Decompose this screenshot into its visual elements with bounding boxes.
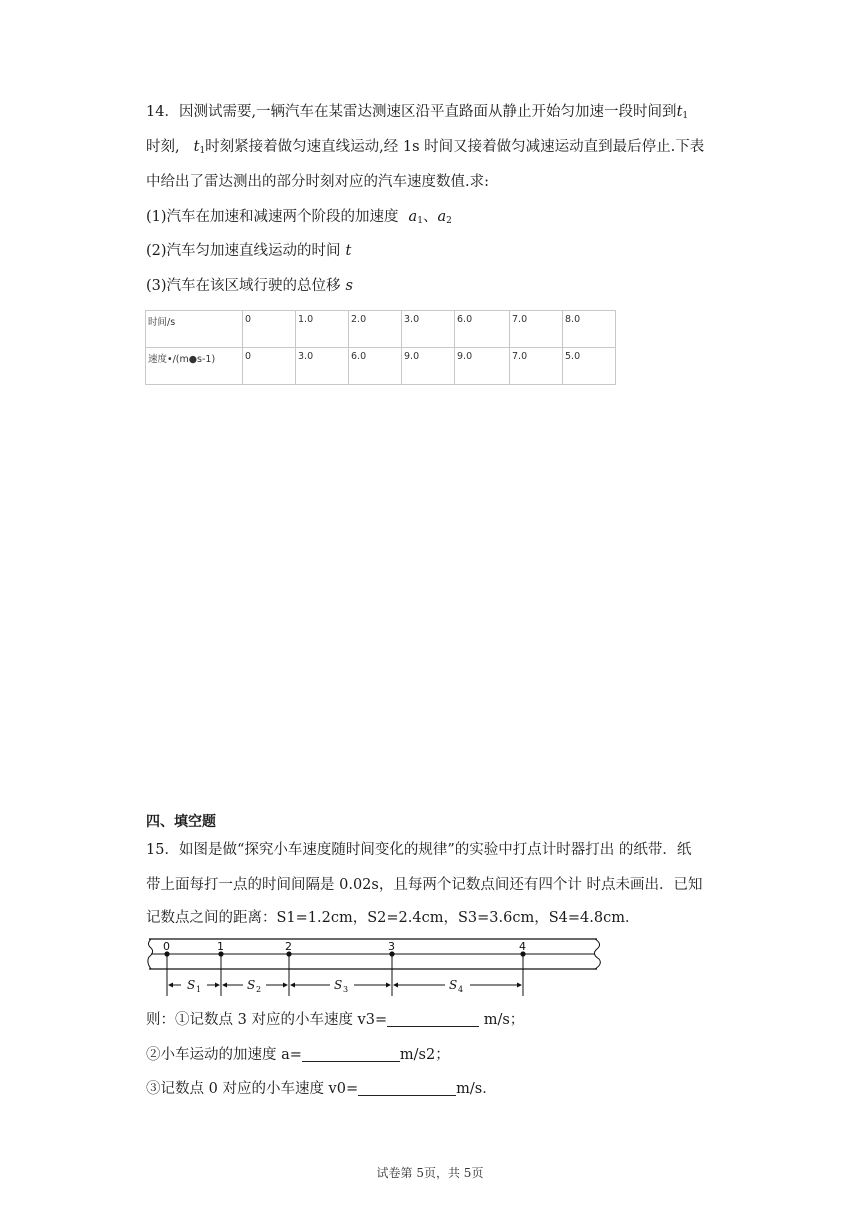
table-row-time	[146, 311, 616, 348]
q14-text-3: 中给出了雷达测出的部分时刻对应的汽车速度数值.求:	[146, 174, 489, 190]
s3-subscript: 3	[343, 985, 349, 994]
q14-number: 14．	[146, 104, 179, 120]
a1-subscript: 1	[417, 216, 423, 226]
q15-blank-2-unit: m/s2；	[399, 1047, 450, 1063]
answer-blank-v3[interactable]	[387, 1011, 479, 1027]
tape-right-tear	[594, 939, 600, 969]
s2-label: S	[247, 978, 256, 992]
point-label: 2	[285, 940, 292, 953]
q14-part-1	[146, 207, 452, 231]
q15-blank-3-line	[146, 1079, 497, 1099]
s4-arrowhead-right	[517, 983, 522, 988]
q15-blank-2-line	[146, 1045, 450, 1065]
ticker-tape-figure	[145, 936, 607, 1000]
s1-arrowhead-left	[168, 983, 173, 988]
table-cell: 3.0	[402, 311, 455, 348]
table-cell: 速度•/(m●s-1)	[146, 348, 243, 385]
q15-text-3: 记数点之间的距离：S1=1.2cm，S2=2.4cm，S3=3.6cm，S4=4.8cm．	[146, 910, 640, 926]
point-label: 3	[388, 940, 395, 953]
table-cell: 0	[243, 348, 296, 385]
q15-text-1: 15．如图是做“探究小车速度随时间变化的规律”的实验中打点计时器打出 的纸带．纸	[146, 842, 692, 858]
q15-text-2: 带上面每打一点的时间间隔是 0.02s，且每两个记数点间还有四个计 时点未画出．已知	[146, 877, 703, 893]
s1-label: S	[187, 978, 196, 992]
q14-line-1	[146, 102, 688, 126]
answer-blank-v0[interactable]	[358, 1080, 456, 1096]
point-label: 0	[163, 940, 170, 953]
q15-line-3	[146, 908, 639, 928]
t1-variable: t	[676, 104, 683, 120]
section-heading	[146, 812, 216, 832]
table-cell: 2.0	[349, 311, 402, 348]
table-row-speed	[146, 348, 616, 385]
a2-variable: a	[437, 209, 447, 225]
q14-text-2b: 时刻紧接着做匀速直线运动,经 1s 时间又接着做匀减速运动直到最后停止.下表	[205, 139, 705, 155]
a2-subscript: 2	[446, 216, 452, 226]
s2-arrowhead-right	[283, 983, 288, 988]
q15-line-1	[146, 840, 691, 860]
table-cell: 8.0	[563, 311, 616, 348]
s3-arrowhead-right	[386, 983, 391, 988]
t1-variable: t	[193, 139, 200, 155]
s1-arrowhead-right	[215, 983, 220, 988]
q14-line-2	[146, 137, 704, 161]
q14-text-1: 因测试需要,一辆汽车在某雷达测速区沿平直路面从静止开始匀加速一段时间到	[178, 104, 677, 120]
table-cell: 1.0	[296, 311, 349, 348]
table-cell: 3.0	[296, 348, 349, 385]
s2-subscript: 2	[256, 985, 262, 994]
s2-arrowhead-left	[222, 983, 227, 988]
s-variable: s	[345, 278, 353, 294]
q14-text-2a: 时刻,	[146, 139, 180, 155]
table-cell: 6.0	[349, 348, 402, 385]
q15-blank-2-prefix: ②小车运动的加速度 a=	[146, 1047, 302, 1063]
a1-variable: a	[408, 209, 418, 225]
q15-blank-1-unit: m/s；	[479, 1012, 525, 1028]
q15-blank-3-prefix: ③记数点 0 对应的小车速度 v0=	[146, 1081, 359, 1097]
table-cell: 0	[243, 311, 296, 348]
t-variable: t	[345, 243, 352, 259]
speed-table	[145, 310, 616, 385]
s1-subscript: 1	[196, 985, 202, 994]
table-cell: 5.0	[563, 348, 616, 385]
separator: 、	[422, 209, 438, 225]
q14-part-3-text: (3)汽车在该区域行驶的总位移	[146, 278, 341, 294]
table-cell: 7.0	[510, 348, 563, 385]
s3-arrowhead-left	[290, 983, 295, 988]
q14-part-1-text: (1)汽车在加速和减速两个阶段的加速度	[146, 209, 399, 225]
q14-part-3	[146, 276, 353, 296]
q15-line-2	[146, 875, 702, 895]
s4-arrowhead-left	[393, 983, 398, 988]
point-label: 4	[519, 940, 526, 953]
answer-blank-acceleration[interactable]	[302, 1046, 400, 1062]
table-cell: 9.0	[455, 348, 510, 385]
t1-subscript: 1	[682, 111, 689, 121]
s4-subscript: 4	[458, 985, 464, 994]
q15-blank-3-unit: m/s．	[456, 1081, 497, 1097]
q14-part-2-text: (2)汽车匀加速直线运动的时间	[146, 243, 341, 259]
table-cell: 7.0	[510, 311, 563, 348]
table-cell: 时间/s	[146, 311, 243, 348]
page-footer: 试卷第 5页，共 5页	[376, 1166, 484, 1180]
s4-label: S	[449, 978, 458, 992]
point-label: 1	[217, 940, 224, 953]
table-cell: 6.0	[455, 311, 510, 348]
q15-blank-1-line	[146, 1010, 524, 1030]
q15-blank-1-prefix: 则：①记数点 3 对应的小车速度 v3=	[146, 1012, 388, 1028]
table-cell: 9.0	[402, 348, 455, 385]
t1-subscript: 1	[199, 146, 206, 156]
q14-part-2	[146, 241, 351, 261]
q14-line-3	[146, 172, 489, 192]
section-heading-text: 四、填空题	[146, 814, 216, 830]
s3-label: S	[334, 978, 343, 992]
